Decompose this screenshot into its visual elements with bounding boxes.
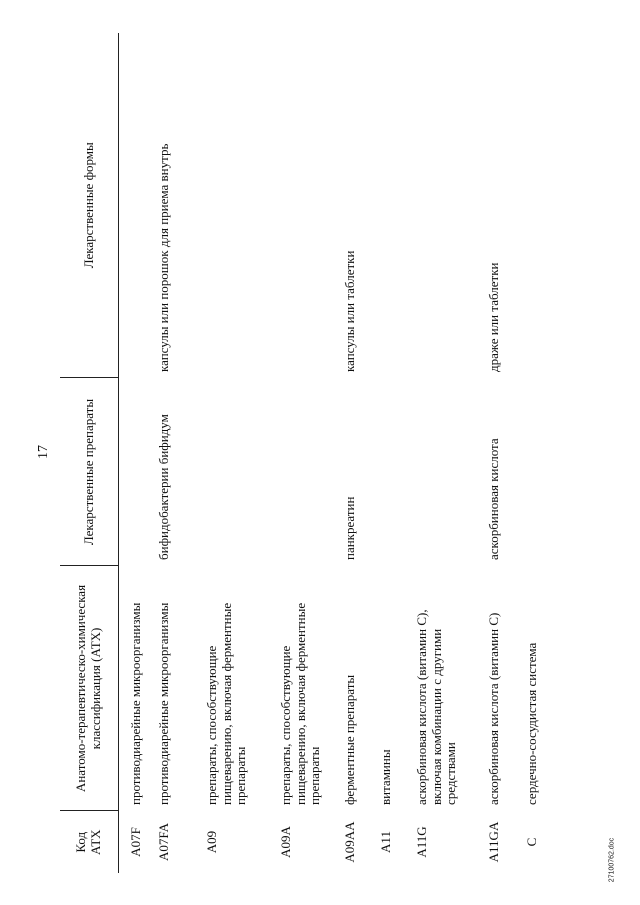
cell-code: A09 — [204, 830, 219, 854]
table-row — [487, 33, 525, 873]
header-drugs: Лекарственные препараты — [60, 378, 119, 566]
cell-classification: витамины — [378, 749, 393, 805]
cell-drug — [415, 378, 487, 566]
cell-drug — [205, 378, 279, 566]
cell-drug: панкреатин — [342, 496, 357, 560]
cell-form: драже или таблетки — [486, 262, 501, 372]
table-row — [119, 33, 158, 873]
cell-code: C — [524, 837, 539, 847]
page-number: 17 — [36, 445, 51, 459]
cell-form — [415, 33, 487, 378]
table-row — [157, 33, 205, 873]
cell-drug: бифидобактерии бифидум — [156, 414, 171, 560]
cell-code: A11GA — [486, 821, 501, 863]
header-forms: Лекарственные формы — [60, 33, 119, 378]
cell-drug — [119, 378, 158, 566]
cell-classification: аскорбиновая кислота (витамин С) — [486, 612, 501, 805]
cell-form — [119, 33, 158, 378]
cell-classification: противодиарейные микроорганизмы — [156, 602, 171, 805]
table-wrapper — [60, 33, 600, 873]
cell-code: A11 — [378, 831, 393, 853]
cell-code: A09A — [278, 826, 293, 858]
cell-drug — [379, 378, 415, 566]
cell-code: A09AA — [342, 821, 357, 863]
cell-classification: препараты, способствующие пищеварению, включая ферментные препараты — [204, 602, 249, 805]
cell-drug — [279, 378, 343, 566]
cell-classification: аскорбиновая кислота (витамин С), включая комбинации с другими средствами — [414, 609, 459, 805]
cell-code: A07FA — [156, 822, 171, 862]
cell-classification: препараты, способствующие пищеварению, включая ферментные препараты — [278, 602, 323, 805]
table-row — [343, 33, 379, 873]
cell-classification: сердечно-сосудистая система — [524, 642, 539, 805]
rotated-table-container — [60, 33, 600, 873]
cell-drug — [525, 378, 553, 566]
cell-classification: противодиарейные микроорганизмы — [128, 602, 143, 805]
header-code: Код АТХ — [60, 811, 119, 873]
cell-form: капсулы или таблетки — [342, 250, 357, 372]
table-row — [379, 33, 415, 873]
cell-classification: ферментные препараты — [342, 674, 357, 805]
cell-form — [525, 33, 553, 378]
table-header-row — [60, 33, 119, 873]
cell-form — [205, 33, 279, 378]
cell-drug: аскорбиновая кислота — [486, 438, 501, 560]
table-row — [205, 33, 279, 873]
cell-form: капсулы или порошок для приема внутрь — [156, 143, 171, 372]
table-row — [525, 33, 553, 873]
cell-code: A07F — [128, 827, 143, 857]
cell-form — [379, 33, 415, 378]
table-row — [415, 33, 487, 873]
atc-table — [60, 33, 553, 873]
cell-code: A11G — [414, 826, 429, 858]
header-classification: Анатомо-терапевтическо-химическая классификация (АТХ) — [60, 566, 119, 811]
cell-form — [279, 33, 343, 378]
footer-filename: 2710076​2.doc — [608, 837, 616, 883]
table-row — [279, 33, 343, 873]
